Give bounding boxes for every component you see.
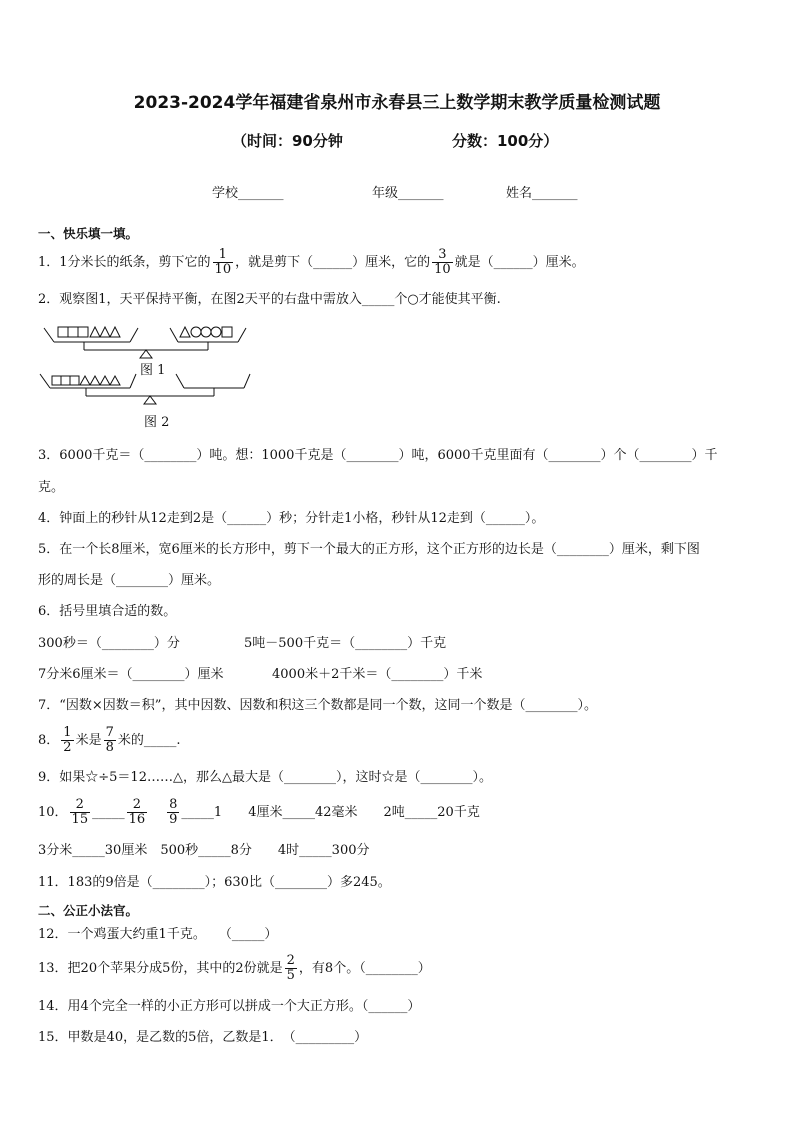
question-3-line2: 克。 — [38, 480, 65, 495]
fraction: $\frac{3}{10}$ — [434, 247, 451, 277]
question-2: 2．观察图1，天平保持平衡，在图2天平的右盘中需放入_____个○才能使其平衡. — [38, 292, 501, 307]
fraction: $\frac{1}{2}$ — [63, 725, 72, 755]
fraction: $\frac{2}{16}$ — [128, 797, 146, 827]
question-10-line2: 3分米_____30厘米 500秒_____8分 4时_____300分 — [38, 843, 370, 858]
question-5-line1: 5．在一个长8厘米，宽6厘米的长方形中，剪下一个最大的正方形，这个正方形的边长是（________）厘米，剩下图 — [38, 542, 700, 557]
question-14: 14．用4个完全一样的小正方形可以拼成一个大正方形。（______） — [38, 999, 421, 1014]
question-3-line1: 3．6000千克＝（________）吨。想：1000千克是（________）吨，6000千克里面有（________）个（________）千 — [38, 448, 718, 463]
grade-field: 年级_______ — [372, 186, 444, 201]
question-15: 15．甲数是40，是乙数的5倍，乙数是1． （_________） — [38, 1030, 368, 1045]
fraction: $\frac{8}{9}$ — [169, 797, 178, 827]
balance-figure — [38, 318, 258, 438]
section-2-title: 二、公正小法官。 — [38, 903, 139, 918]
question-7: 7．“因数×因数＝积”，其中因数、因数和积这三个数都是同一个数，这同一个数是（________）。 — [38, 698, 597, 713]
question-6-a: 300秒＝（________）分 — [38, 636, 180, 651]
fraction: $\frac{2}{15}$ — [71, 797, 89, 827]
question-10: 10． $\frac{2}{15}$ _____ $\frac{2}{16}$ $\frac{8}{9}$ _____1 4厘米_____42毫米 2吨_____20千克 — [38, 797, 480, 827]
exam-score: 分数：100分） — [452, 132, 559, 150]
question-6-b: 5吨－500千克＝（________）千克 — [244, 636, 447, 651]
section-1-title: 一、快乐填一填。 — [38, 226, 139, 241]
question-5-line2: 形的周长是（________）厘米。 — [38, 573, 221, 588]
figure-2-label: 图 2 — [144, 415, 170, 430]
page-title: 2023-2024学年福建省泉州市永春县三上数学期末教学质量检测试题 — [133, 93, 661, 113]
school-field: 学校_______ — [212, 186, 284, 201]
exam-time: （时间：90分钟 — [232, 132, 343, 150]
question-9: 9．如果☆÷5＝12……△，那么△最大是（________），这时☆是（________）。 — [38, 770, 492, 785]
question-4: 4．钟面上的秒针从12走到2是（______）秒；分针走1小格，秒针从12走到（______）。 — [38, 511, 545, 526]
question-6: 6．括号里填合适的数。 — [38, 604, 177, 619]
question-6-d: 4000米＋2千米＝（________）千米 — [272, 667, 483, 682]
question-12: 12．一个鸡蛋大约重1千克。 （_____） — [38, 927, 278, 942]
fraction: $\frac{1}{10}$ — [214, 247, 232, 277]
name-field: 姓名_______ — [506, 186, 578, 201]
question-1: 1．1分米长的纸条，剪下它的 $\frac{1}{10}$ ，就是剪下（______）厘米，它的 $\frac{3}{10}$ 就是（______）厘米。 — [38, 247, 585, 277]
figure-1-label: 图 1 — [140, 363, 166, 378]
fraction: $\frac{2}{5}$ — [286, 953, 295, 983]
fraction: $\frac{7}{8}$ — [105, 725, 114, 755]
question-11: 11．183的9倍是（________）；630比（________）多245。 — [38, 875, 391, 890]
question-6-c: 7分米6厘米＝（________）厘米 — [38, 667, 224, 682]
question-13: 13．把20个苹果分成5份，其中的2份就是 $\frac{2}{5}$ ，有8个。（________） — [38, 953, 431, 983]
question-8: 8． $\frac{1}{2}$ 米是 $\frac{7}{8}$ 米的_____. — [38, 725, 181, 755]
